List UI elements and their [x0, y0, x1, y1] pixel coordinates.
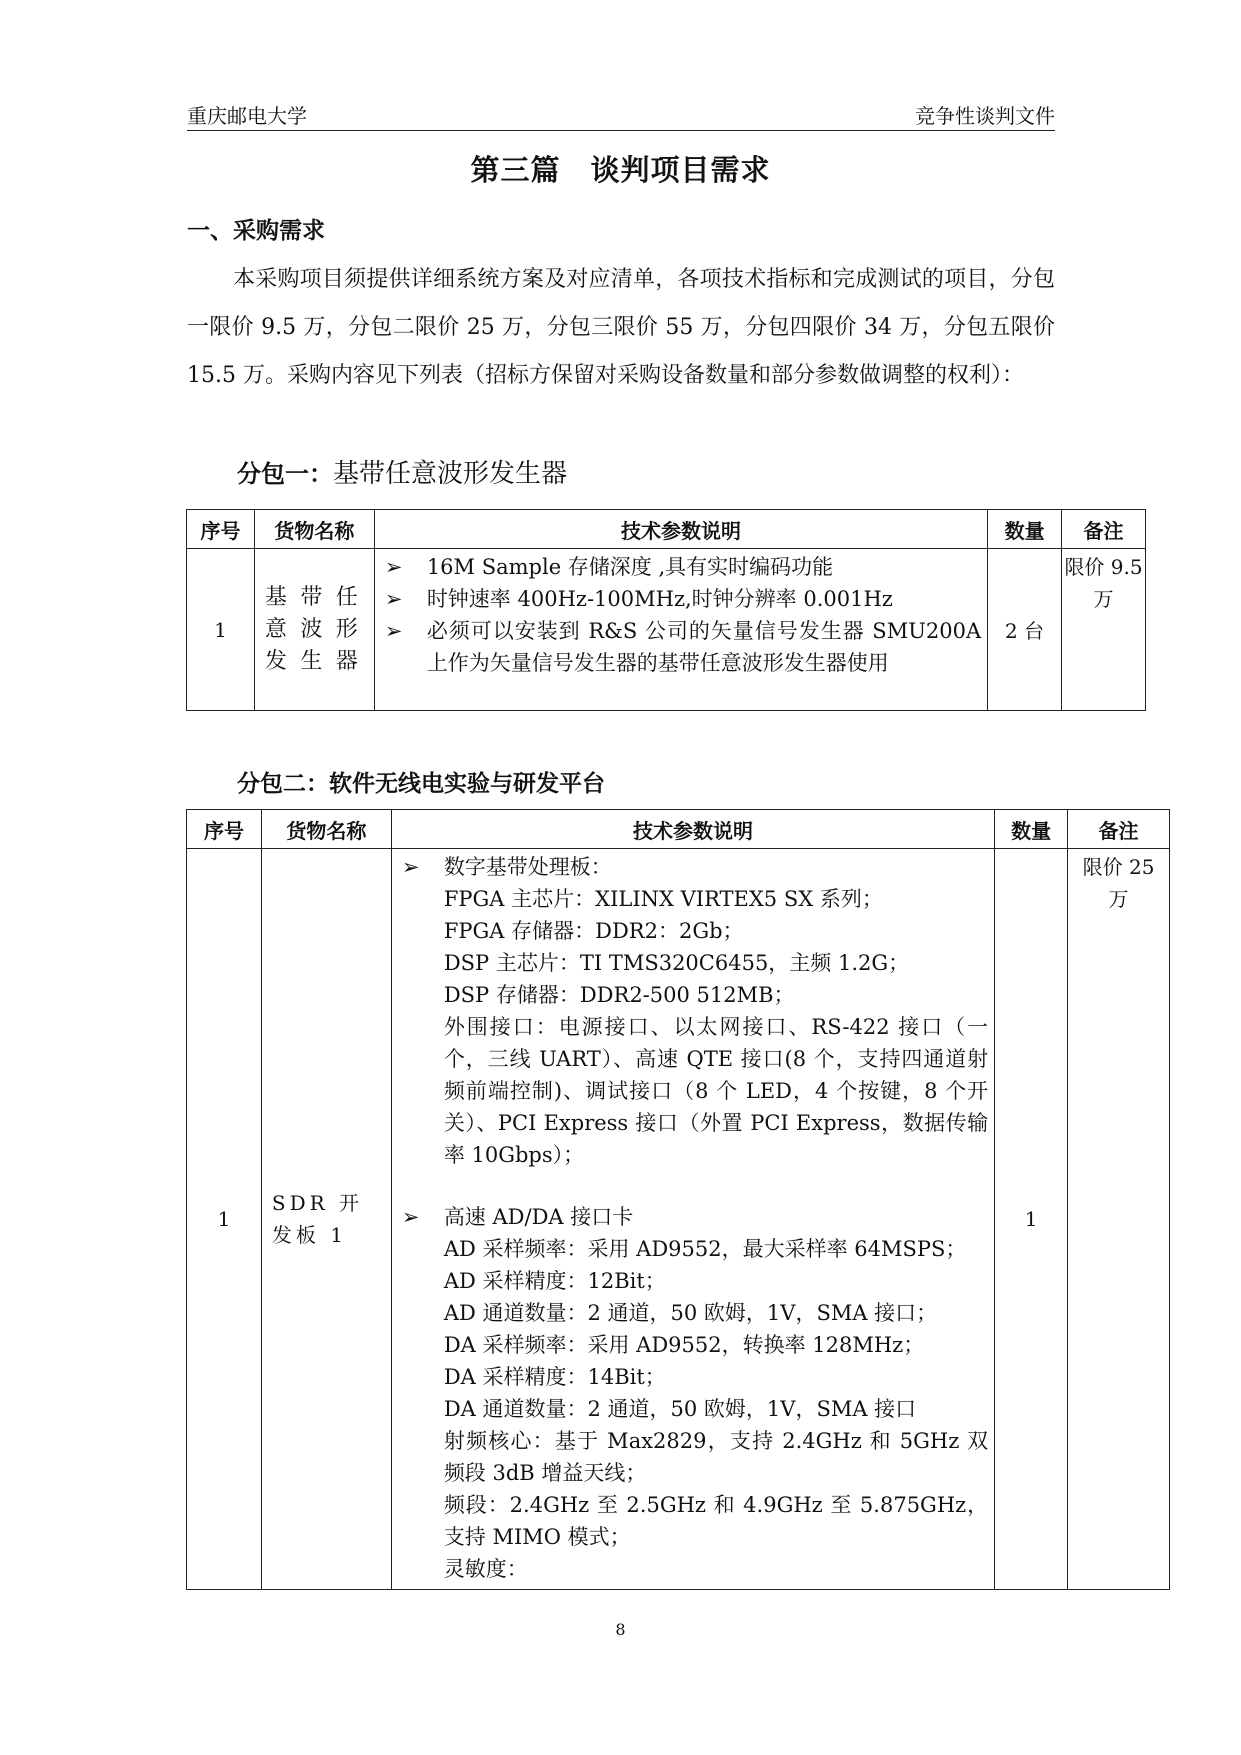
arrow-bullet-icon: ➢: [401, 1205, 420, 1229]
spec-group-digital-baseband: [402, 851, 988, 1171]
column-header-no: 序号: [187, 510, 255, 549]
intro-paragraph: [187, 256, 1055, 400]
table-header-row: [187, 510, 1146, 549]
column-header-qty: 数量: [995, 810, 1068, 849]
table-header-row: [187, 810, 1170, 849]
page-number: 8: [615, 1620, 626, 1639]
column-header-item: 货物名称: [254, 510, 374, 549]
table-row: [187, 549, 1146, 711]
title-part: 第三篇: [470, 153, 561, 187]
package2-heading: 分包二：软件无线电实验与研发平台: [237, 771, 605, 797]
package1-heading: [237, 453, 567, 490]
spec-line: AD 采样频率：采用 AD9552，最大采样率 64MSPS；: [443, 1237, 967, 1261]
spec-line: DSP 存储器：DDR2-500 512MB；: [443, 983, 795, 1007]
spec-line: 射频核心：基于 Max2829，支持 2.4GHz 和 5GHz 双频段 3dB 增益天线；: [443, 1429, 989, 1485]
arrow-bullet-icon: ➢: [384, 619, 403, 643]
item-name: 基带任意波形发生器: [254, 549, 374, 711]
spec-line: DSP 主芯片：TI TMS320C6455，主频 1.2G；: [443, 951, 910, 975]
spec-line: AD 采样精度：12Bit；: [443, 1269, 666, 1293]
package1-name: 基带任意波形发生器: [333, 459, 568, 489]
page-title: [0, 148, 1241, 189]
spec-item: ➢ 时钟速率 400Hz-100MHz,时钟分辨率 0.001Hz: [385, 583, 981, 615]
spec-line: 外围接口：电源接口、以太网接口、RS-422 接口（一个，三线 UART）、高速 QTE 接口(8 个，支持四通道射频前端控制)、调试接口（8 个 LED，4 个按键，8 个开关）、PCI Express 接口（外置 PCI Express，数据传输率 10Gbps）；: [443, 1015, 989, 1167]
title-name: 谈判项目需求: [590, 153, 771, 187]
spec-group-head: 数字基带处理板：: [443, 855, 612, 879]
arrow-bullet-icon: ➢: [384, 587, 403, 611]
header-document-type: 竞争性谈判文件: [915, 104, 1055, 128]
arrow-bullet-icon: ➢: [401, 855, 420, 879]
column-header-no: 序号: [187, 810, 262, 849]
spec-line: DA 采样精度：14Bit；: [443, 1365, 666, 1389]
intro-text: 本采购项目须提供详细系统方案及对应清单，各项技术指标和完成测试的项目，分包一限价 9.5 万，分包二限价 25 万，分包三限价 55 万，分包四限价 34 万，分包五限价 15.5 万。采购内容见下列表（招标方保留对采购设备数量和部分参数做调整的权利）：: [187, 267, 1055, 388]
package2-table: [186, 809, 1170, 1590]
column-header-note: 备注: [1062, 510, 1146, 549]
header-organization: 重庆邮电大学: [187, 104, 307, 128]
spec-item: ➢ 16M Sample 存储深度 ,具有实时编码功能: [385, 551, 981, 583]
column-header-qty: 数量: [988, 510, 1062, 549]
spec-line: AD 通道数量：2 通道，50 欧姆，1V，SMA 接口；: [443, 1301, 938, 1325]
item-name: SDR 开发板 1: [261, 849, 391, 1590]
spec-line: FPGA 存储器：DDR2：2Gb；: [443, 919, 744, 943]
package1-table: [186, 509, 1146, 711]
spec-group-ad-da-card: [402, 1201, 988, 1585]
spec-line: 频段：2.4GHz 至 2.5GHz 和 4.9GHz 至 5.875GHz，支持 MIMO 模式；: [443, 1493, 989, 1549]
remark: 限价 9.5 万: [1062, 549, 1146, 711]
column-header-item: 货物名称: [261, 810, 391, 849]
quantity: 1: [995, 849, 1068, 1590]
arrow-bullet-icon: ➢: [384, 555, 403, 579]
spec-line: FPGA 主芯片：XILINX VIRTEX5 SX 系列；: [443, 887, 883, 911]
spec-item: ➢ 必须可以安装到 R&S 公司的矢量信号发生器 SMU200A 上作为矢量信号发生器的基带任意波形发生器使用: [385, 615, 981, 679]
table-row: [187, 849, 1170, 1590]
spec-spacer: [402, 1171, 988, 1201]
spec-line: DA 通道数量：2 通道，50 欧姆，1V，SMA 接口: [443, 1397, 917, 1421]
spec-group-head: 高速 AD/DA 接口卡: [443, 1205, 634, 1229]
spec-line: DA 采样频率：采用 AD9552，转换率 128MHz；: [443, 1333, 925, 1357]
row-number: 1: [187, 849, 262, 1590]
row-number: 1: [187, 549, 255, 711]
column-header-specs: 技术参数说明: [391, 810, 994, 849]
spec-line: 灵敏度：: [443, 1557, 528, 1581]
section-heading: 一、采购需求: [187, 218, 325, 244]
spec-cell: [391, 849, 994, 1590]
package1-label: 分包一：: [237, 460, 333, 488]
remark: 限价 25 万: [1068, 849, 1170, 1590]
column-header-note: 备注: [1068, 810, 1170, 849]
spec-cell: [374, 549, 987, 711]
quantity: 2 台: [988, 549, 1062, 711]
column-header-specs: 技术参数说明: [374, 510, 987, 549]
page-header: [187, 100, 1055, 131]
